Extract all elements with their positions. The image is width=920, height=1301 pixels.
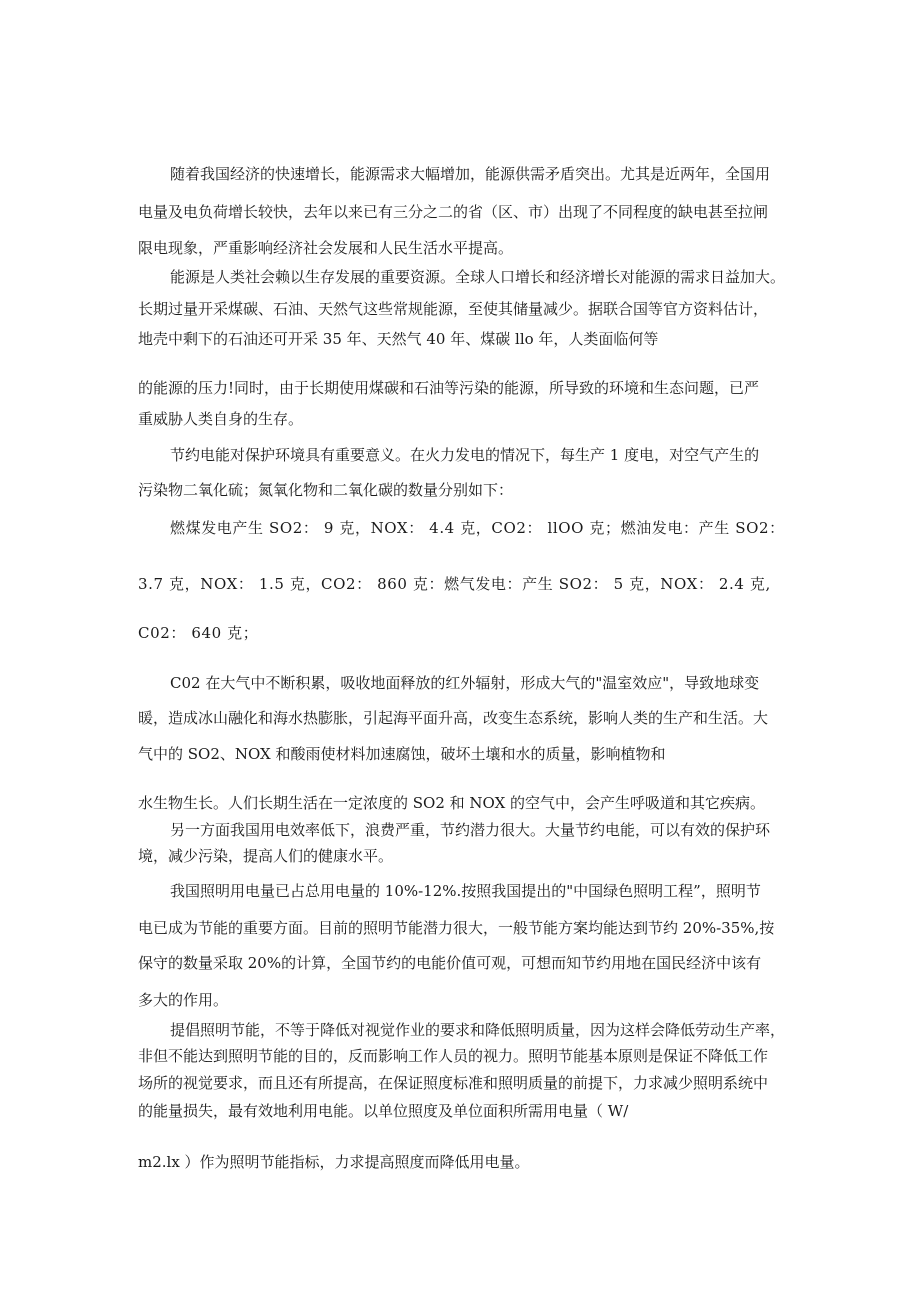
text-line: 暖，造成冰山融化和海水热膨胀，引起海平面升高，改变生态系统，影响人类的生产和生活。大 — [138, 709, 769, 727]
text-line: 水生物生长。人们长期生活在一定浓度的 SO2 和 NOX 的空气中，会产生呼吸道和其它疾病。 — [138, 794, 766, 812]
text-line: 污染物二氧化硫；氮氧化物和二氧化碳的数量分别如下： — [138, 481, 514, 499]
text-line: 限电现象，严重影响经济社会发展和人民生活水平提高。 — [138, 239, 514, 257]
text-line: 电已成为节能的重要方面。目前的照明节能潜力很大，一般节能方案均能达到节约 20%-35%,按 — [138, 919, 775, 937]
text-line: 随着我国经济的快速增长，能源需求大幅增加，能源供需矛盾突出。尤其是近两年，全国用 — [170, 165, 771, 183]
text-line: 长期过量开采煤碳、石油、天然气这些常规能源，至使其储量减少。据联合国等官方资料估计， — [138, 300, 769, 318]
text-line: 保守的数量采取 20%的计算，全国节约的电能价值可观，可想而知节约用地在国民经济中该有 — [138, 954, 762, 972]
text-line: 能源是人类社会赖以生存发展的重要资源。全球人口增长和经济增长对能源的需求日益加大。 — [170, 268, 786, 286]
text-line: 3.7 克，NOX： 1.5 克，CO2： 860 克：燃气发电：产生 SO2： 5 克，NOX： 2.4 克, — [138, 575, 771, 593]
text-line: 电量及电负荷增长较快，去年以来已有三分之二的省（区、市）出现了不同程度的缺电甚至拉闸 — [138, 203, 769, 221]
text-line: C02 在大气中不断积累，吸收地面释放的红外辐射，形成大气的"温室效应"，导致地球变 — [170, 674, 760, 692]
text-line: 节约电能对保护环境具有重要意义。在火力发电的情况下，每生产 1 度电，对空气产生的 — [170, 446, 760, 464]
text-line: C02： 640 克； — [138, 624, 259, 642]
text-line: m2.lx ）作为照明节能指标，力求提高照度而降低用电量。 — [138, 1153, 530, 1171]
text-line: 我国照明用电量已占总用电量的 10%-12%.按照我国提出的"中国绿色照明工程”，照明节 — [170, 882, 761, 900]
text-line: 重威胁人类自身的生存。 — [138, 410, 304, 428]
text-line: 气中的 SO2、NOX 和酸雨使材料加速腐蚀，破坏土壤和水的质量，影响植物和 — [138, 745, 666, 763]
text-line: 非但不能达到照明节能的目的，反而影响工作人员的视力。照明节能基本原则是保证不降低工作 — [138, 1047, 769, 1065]
text-line: 境，减少污染，提高人们的健康水平。 — [138, 847, 394, 865]
text-line: 的能量损失，最有效地利用电能。以单位照度及单位面积所需用电量（ W/ — [138, 1102, 629, 1120]
text-line: 地壳中剩下的石油还可开采 35 年、天然气 40 年、煤碳 llo 年，人类面临何等 — [138, 330, 659, 348]
text-line: 提倡照明节能，不等于降低对视觉作业的要求和降低照明质量，因为这样会降低劳动生产率， — [170, 1021, 786, 1039]
text-line: 场所的视觉要求，而且还有所提高，在保证照度标准和照明质量的前提下，力求减少照明系统中 — [138, 1074, 769, 1092]
text-line: 多大的作用。 — [138, 991, 229, 1009]
text-line: 燃煤发电产生 SO2： 9 克，NOX： 4.4 克，CO2： llOO 克；燃油发电：产生 SO2： — [170, 519, 785, 537]
text-line: 另一方面我国用电效率低下，浪费严重，节约潜力很大。大量节约电能，可以有效的保护环 — [170, 821, 771, 839]
text-line: 的能源的压力!同时，由于长期使用煤碳和石油等污染的能源，所导致的环境和生态问题，已严 — [138, 379, 760, 397]
